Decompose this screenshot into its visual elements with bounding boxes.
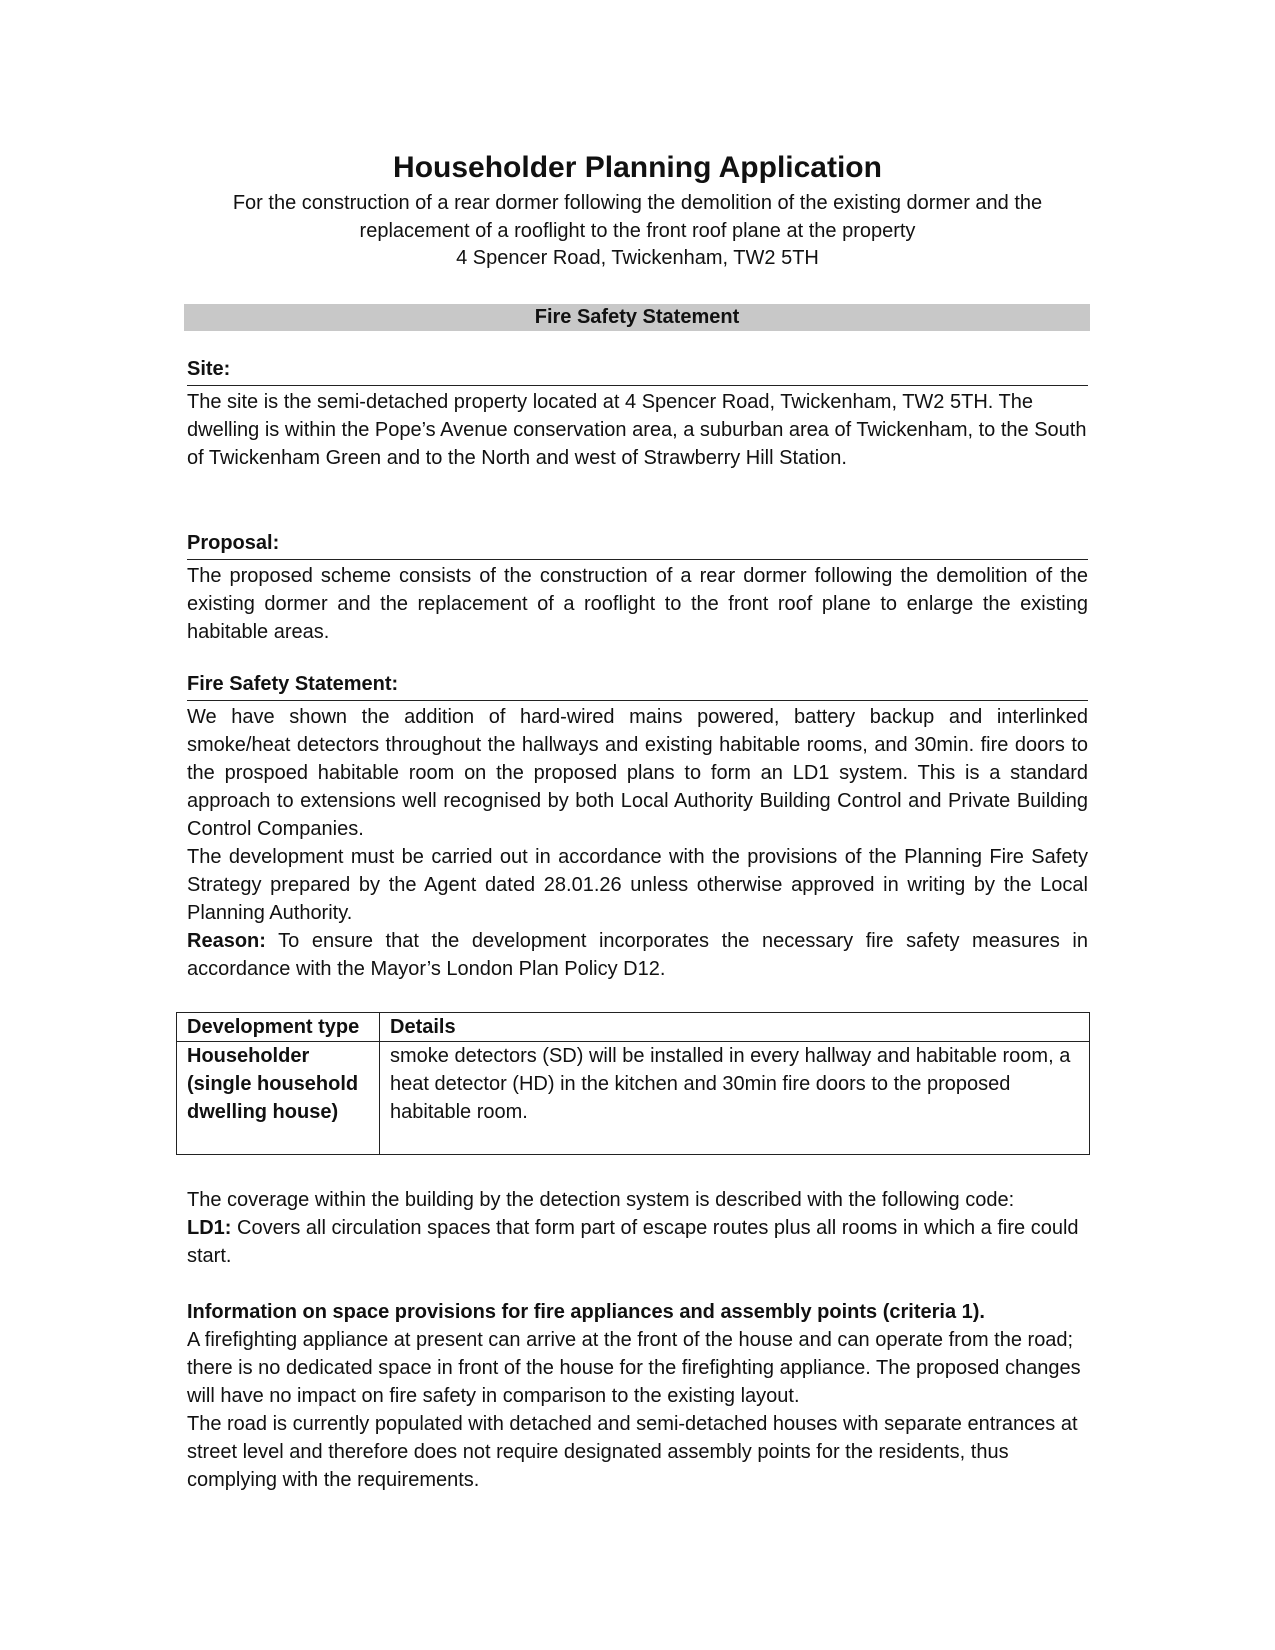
subtitle	[180, 190, 1095, 273]
coverage-code	[187, 1214, 1088, 1270]
table-cell-details: smoke detectors (SD) will be installed in every hallway and habitable room, a heat detector (HD) in the kitchen and 30min fire doors to the proposed habitable room.	[380, 1042, 1090, 1155]
coverage-intro: The coverage within the building by the detection system is described with the following code:	[187, 1189, 1015, 1211]
table-row	[177, 1042, 1090, 1155]
fire-statement-para-2: The development must be carried out in accordance with the provisions of the Planning Fire Safety Strategy prepared by the Agent dated 28.01.26 unless otherwise approved in writing by the Local Planning Authority.	[187, 846, 1088, 924]
fire-statement-section	[187, 672, 1088, 983]
proposal-text: The proposed scheme consists of the construction of a rear dormer following the demolition of the existing dormer and the replacement of a rooflight to the front roof plane to enlarge the existing habitable areas.	[187, 565, 1088, 643]
table-header-type: Development type	[177, 1013, 380, 1042]
proposal-section	[187, 531, 1088, 646]
proposal-heading: Proposal:	[187, 531, 1088, 560]
appliances-para-2: The road is currently populated with detached and semi-detached houses with separate entrances at street level and therefore does not require designated assembly points for the residents, thus complying with the requirements.	[187, 1413, 1078, 1491]
development-table	[176, 1012, 1090, 1155]
site-text: The site is the semi-detached property located at 4 Spencer Road, Twickenham, TW2 5TH. The dwelling is within the Pope’s Avenue conservation area, a suburban area of Twickenham, to the South of Twickenham Green and to the North and west of Strawberry Hill Station.	[187, 391, 1087, 469]
appliances-heading: Information on space provisions for fire appliances and assembly points (criteria 1).	[187, 1301, 985, 1323]
reason-label: Reason:	[187, 930, 266, 952]
coverage-section	[187, 1186, 1088, 1270]
table-cell-type: Householder (single household dwelling house)	[177, 1042, 380, 1155]
page-title: Householder Planning Application	[393, 151, 882, 184]
section-banner: Fire Safety Statement	[184, 304, 1090, 331]
fire-statement-heading: Fire Safety Statement:	[187, 672, 1088, 701]
site-heading: Site:	[187, 357, 1088, 386]
table-header-details: Details	[380, 1013, 1090, 1042]
subtitle-line-1: For the construction of a rear dormer following the demolition of the existing dormer and the	[232, 192, 1043, 214]
coverage-code-text: Covers all circulation spaces that form part of escape routes plus all rooms in which a fire could start.	[187, 1217, 1079, 1267]
appliances-para-1: A firefighting appliance at present can arrive at the front of the house and can operate from the road; there is no dedicated space in front of the house for the firefighting appliance. The proposed changes will have no impact on fire safety in comparison to the existing layout.	[187, 1329, 1081, 1407]
reason-text: To ensure that the development incorporates the necessary fire safety measures in accordance with the Mayor’s London Plan Policy D12.	[187, 930, 1088, 980]
site-section	[187, 357, 1088, 472]
fire-statement-reason	[187, 927, 1088, 983]
coverage-code-label: LD1:	[187, 1217, 232, 1239]
table-header-row	[177, 1013, 1090, 1042]
appliances-section	[187, 1298, 1088, 1494]
fire-statement-para-1: We have shown the addition of hard-wired mains powered, battery backup and interlinked smoke/heat detectors throughout the hallways and existing habitable rooms, and 30min. fire doors to the prospoed habitable room on the proposed plans to form an LD1 system. This is a standard approach to extensions well recognised by both Local Authority Building Control and Private Building Control Companies.	[187, 706, 1088, 840]
property-address: 4 Spencer Road, Twickenham, TW2 5TH	[456, 247, 819, 269]
subtitle-line-2: replacement of a rooflight to the front roof plane at the property	[359, 219, 916, 242]
